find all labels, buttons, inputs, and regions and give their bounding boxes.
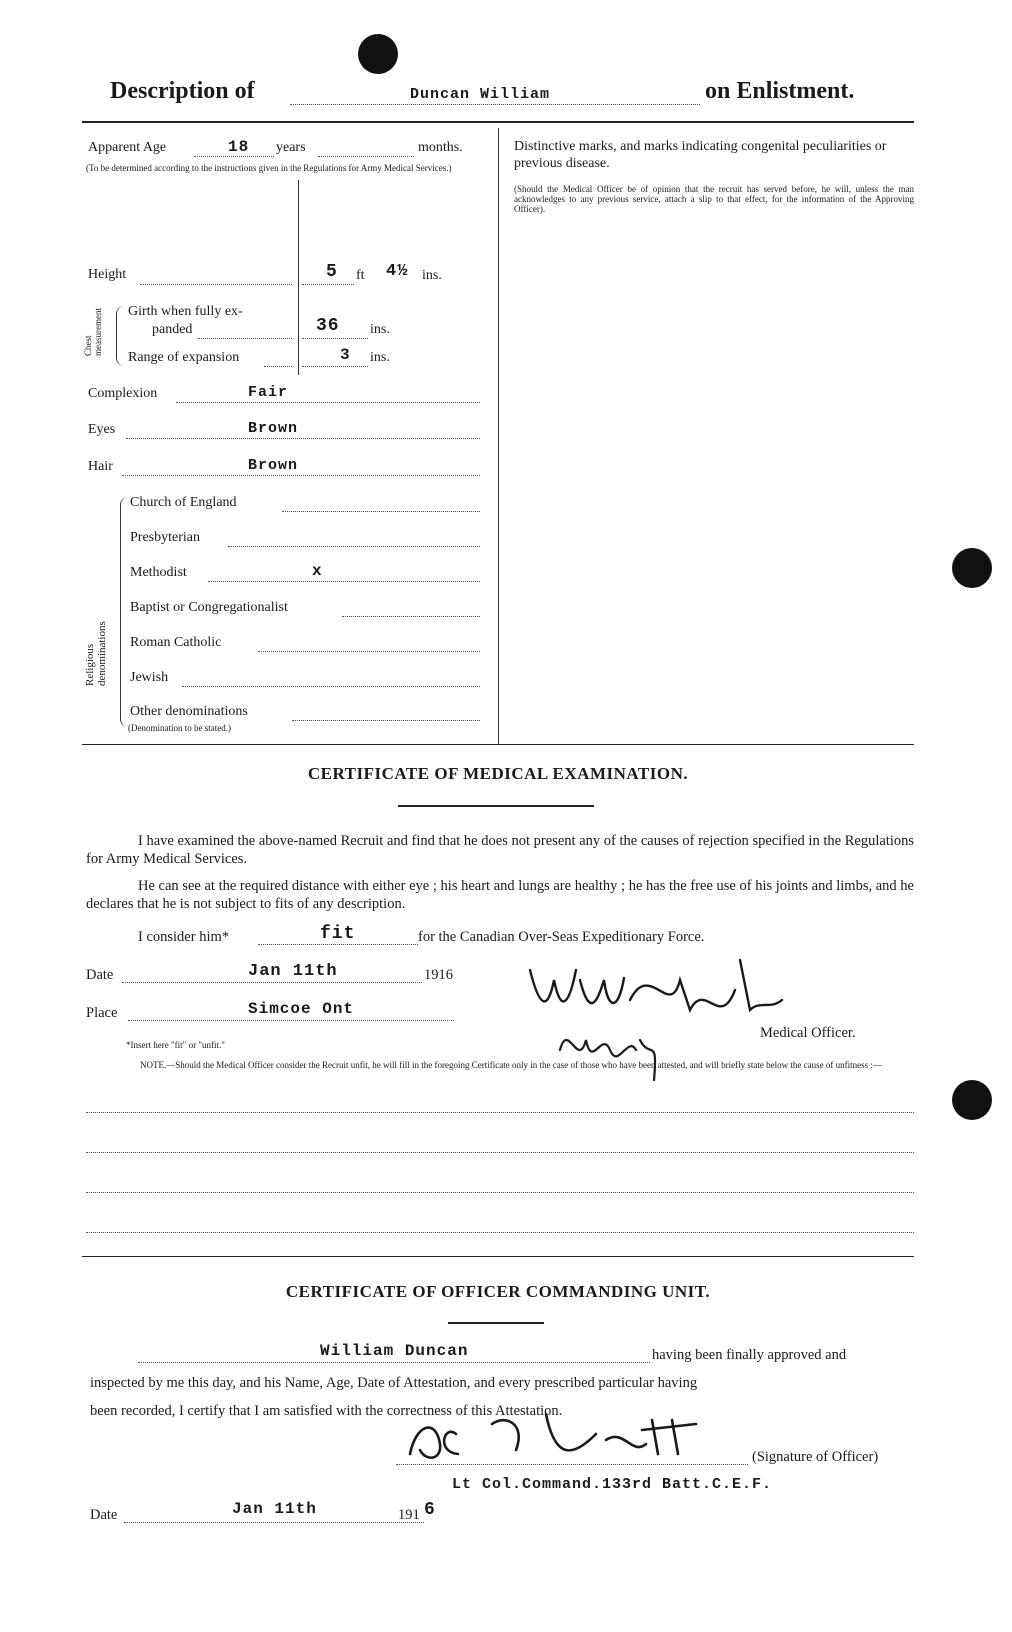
header-rule xyxy=(82,121,914,123)
commanding-date-value: Jan 11th xyxy=(232,1500,317,1518)
commanding-name-line xyxy=(138,1362,650,1363)
age-value: 18 xyxy=(228,138,250,156)
punch-hole-right-lower xyxy=(952,1080,992,1120)
signature-of-officer-label: (Signature of Officer) xyxy=(752,1449,879,1465)
medical-date-label: Date xyxy=(86,967,114,983)
height-ft-value: 5 xyxy=(326,262,338,282)
section-rule-2 xyxy=(82,1256,914,1257)
height-ins-label: ins. xyxy=(422,268,442,283)
girth-line xyxy=(198,338,292,339)
range-value: 3 xyxy=(340,346,351,364)
height-label: Height xyxy=(88,267,127,282)
medical-title-rule xyxy=(398,805,594,807)
girth-label-2: panded xyxy=(152,322,193,337)
punch-hole-top xyxy=(358,34,398,74)
unfit-line-2 xyxy=(86,1152,914,1153)
hair-line xyxy=(122,475,480,476)
range-line xyxy=(264,366,292,367)
medical-year-value: 1916 xyxy=(424,967,453,983)
medical-paragraph-1: I have examined the above-named Recruit and find that he does not present any of the causes of rejection specified in the Regulations for Army Medical Services. xyxy=(86,833,914,867)
distinctive-marks-heading: Distinctive marks, and marks indicating congenital peculiarities or previous disease. xyxy=(514,139,887,171)
commanding-title-rule xyxy=(448,1322,544,1324)
hair-value: Brown xyxy=(248,457,299,474)
months-line xyxy=(318,156,414,157)
medical-certificate-title: CERTIFICATE OF MEDICAL EXAMINATION. xyxy=(307,764,689,783)
insert-fit-note: *Insert here "fit" or "unfit." xyxy=(126,1040,225,1050)
commanding-certificate-title: CERTIFICATE OF OFFICER COMMANDING UNIT. xyxy=(285,1282,711,1301)
commanding-year-suffix: 6 xyxy=(424,1500,436,1520)
religion-brace xyxy=(120,497,129,727)
religion-item-church-of-england: Church of England xyxy=(130,495,237,510)
medical-date-value: Jan 11th xyxy=(248,962,338,981)
age-note: (To be determined according to the instructions given in the Regulations for Army Medical Services.) xyxy=(86,163,452,173)
description-of-label: Description of xyxy=(110,78,255,104)
name-line xyxy=(290,104,700,105)
other-denomination-note: (Denomination to be stated.) xyxy=(128,723,231,733)
distinctive-marks-note: (Should the Medical Officer be of opinion that the recruit has served before, he will, unless the man acknowledges to any previous service, attach a slip to that effect, for the information of the Approving Officer). xyxy=(514,184,914,214)
unfit-line-1 xyxy=(86,1112,914,1113)
on-enlistment-label: on Enlistment. xyxy=(705,78,855,104)
months-label: months. xyxy=(418,140,463,155)
religion-item-methodist: Methodist xyxy=(130,565,187,580)
religion-line-5 xyxy=(182,686,480,687)
years-label: years xyxy=(276,140,306,155)
place-line xyxy=(128,1020,454,1021)
chest-side-label: Chest measurement xyxy=(83,308,103,356)
hair-label: Hair xyxy=(88,459,113,474)
section-rule xyxy=(82,744,914,745)
range-label: Range of expansion xyxy=(128,350,240,365)
complexion-value: Fair xyxy=(248,384,289,401)
complexion-label: Complexion xyxy=(88,386,158,401)
commanding-date-label: Date xyxy=(90,1507,118,1523)
medical-date-line xyxy=(122,982,422,983)
commanding-name-value: William Duncan xyxy=(320,1342,469,1360)
punch-hole-right-upper xyxy=(952,548,992,588)
height-line xyxy=(140,284,292,285)
medical-paragraph-2: He can see at the required distance with either eye ; his heart and lungs are healthy ; he has the free use of his joints and limbs, and he declares that he is not subject to fits of any description. xyxy=(86,878,914,912)
religion-item-presbyterian: Presbyterian xyxy=(130,530,200,545)
age-line xyxy=(194,156,274,157)
religion-line-3 xyxy=(342,616,480,617)
range-value-line xyxy=(302,366,368,367)
recruit-name: Duncan William xyxy=(410,86,551,103)
religion-side-label: Religious denominations xyxy=(84,621,108,686)
religion-item-other: Other denominations xyxy=(130,704,248,719)
religion-line-0 xyxy=(282,511,480,512)
physical-divider xyxy=(298,180,299,375)
medical-officer-label: Medical Officer. xyxy=(760,1025,856,1041)
ft-label: ft xyxy=(356,268,365,283)
religion-line-6 xyxy=(292,720,480,721)
for-cef-label: for the Canadian Over-Seas Expeditionary Force. xyxy=(418,929,705,945)
religion-line-1 xyxy=(228,546,480,547)
religion-item-jewish: Jewish xyxy=(130,670,169,685)
girth-value-line xyxy=(302,338,368,339)
signature-line xyxy=(396,1464,748,1465)
religion-line-2 xyxy=(208,581,480,582)
place-value: Simcoe Ont xyxy=(248,1000,355,1018)
girth-value: 36 xyxy=(316,316,340,336)
range-ins-label: ins. xyxy=(370,350,390,365)
column-divider xyxy=(498,128,499,744)
methodist-mark: x xyxy=(312,562,323,580)
eyes-label: Eyes xyxy=(88,422,116,437)
chest-brace xyxy=(116,306,125,366)
fit-line xyxy=(258,944,418,945)
religion-item-baptist: Baptist or Congregationalist xyxy=(130,600,288,615)
eyes-line xyxy=(126,438,480,439)
commanding-date-line xyxy=(124,1522,424,1523)
commanding-year-prefix: 191 xyxy=(398,1507,420,1523)
medical-unfit-note: NOTE.—Should the Medical Officer consider the Recruit unfit, he will fill in the foregoing Certificate only in the case of those who have been attested, and will briefly state below the cause of unfitness :— xyxy=(140,1060,882,1070)
eyes-value: Brown xyxy=(248,420,299,437)
religion-item-roman-catholic: Roman Catholic xyxy=(130,635,222,650)
unfit-line-4 xyxy=(86,1232,914,1233)
height-in-value: 4½ xyxy=(386,262,409,281)
commanding-line-3: been recorded, I certify that I am satisfied with the correctness of this Attestation. xyxy=(90,1403,563,1419)
fit-value: fit xyxy=(320,924,356,944)
girth-ins-label: ins. xyxy=(370,322,390,337)
having-approved-label: having been finally approved and xyxy=(652,1347,847,1363)
religion-line-4 xyxy=(258,651,480,652)
commanding-officer-title: Lt Col.Command.133rd Batt.C.E.F. xyxy=(452,1476,773,1493)
height-ft-line xyxy=(302,284,354,285)
age-label: Apparent Age xyxy=(88,140,167,155)
unfit-line-3 xyxy=(86,1192,914,1193)
girth-label-1: Girth when fully ex- xyxy=(128,304,243,319)
commanding-line-2: inspected by me this day, and his Name, Age, Date of Attestation, and every prescribed particular having xyxy=(90,1375,698,1391)
complexion-line xyxy=(176,402,480,403)
place-label: Place xyxy=(86,1005,118,1021)
consider-label: I consider him* xyxy=(138,929,230,945)
